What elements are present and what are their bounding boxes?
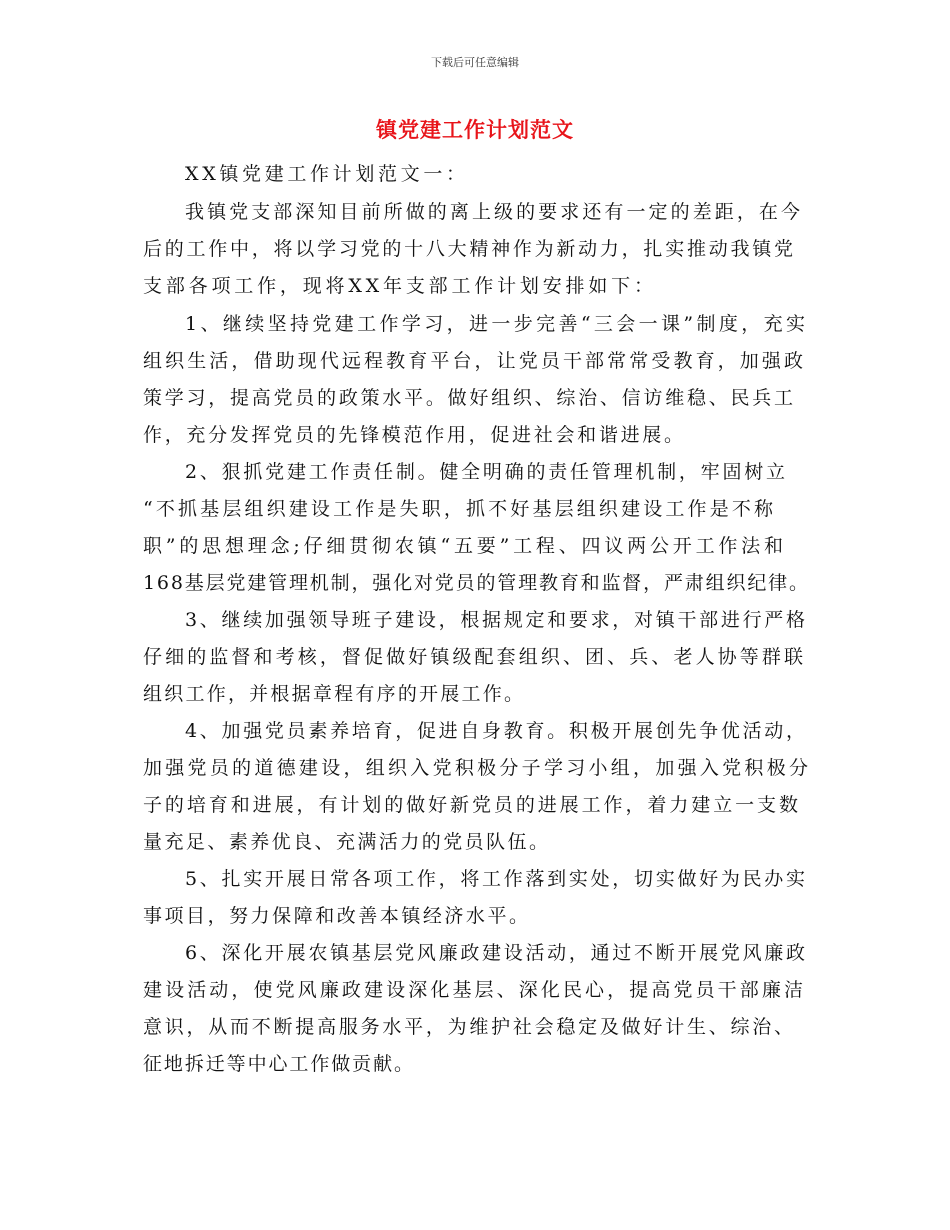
paragraph-heading: XX镇党建工作计划范文一： (185, 163, 469, 185)
paragraph-line: 意识，从而不断提高服务水平，为维护社会稳定及做好计生、综治、 (143, 1016, 796, 1038)
paragraph-line: 建设活动，使党风廉政建设深化基层、深化民心，提高党员干部廉洁 (143, 979, 807, 1001)
paragraph-line: 3、继续加强领导班子建设，根据规定和要求，对镇干部进行严格 (185, 609, 808, 631)
paragraph-line: 5、扎实开展日常各项工作，将工作落到实处，切实做好为民办实 (185, 868, 808, 890)
paragraph-line: 加强党员的道德建设，组织入党积极分子学习小组，加强入党积极分 (143, 757, 812, 779)
paragraph-line: 子的培育和进展，有计划的做好新党员的进展工作，着力建立一支数 (143, 794, 801, 816)
document-title: 镇党建工作计划范文 (376, 117, 574, 142)
paragraph-line: 组织生活，借助现代远程教育平台，让党员干部常常受教育，加强政 (143, 350, 807, 372)
paragraph-line: 2、狠抓党建工作责任制。健全明确的责任管理机制，牢固树立 (185, 461, 788, 483)
paragraph-line: 我镇党支部深知目前所做的离上级的要求还有一定的差距，在今 (185, 201, 804, 223)
paragraph-line: 征地拆迁等中心工作做贡献。 (143, 1053, 415, 1075)
paragraph-line: 仔细的监督和考核，督促做好镇级配套组织、团、兵、老人协等群联 (143, 646, 807, 668)
paragraph-line: 策学习，提高党员的政策水平。做好组织、综治、信访维稳、民兵工 (143, 387, 796, 409)
paragraph-line: 组织工作，并根据章程有序的开展工作。 (143, 683, 526, 705)
paragraph-line: 事项目，努力保障和改善本镇经济水平。 (143, 905, 531, 927)
paragraph-line: 职”的思想理念;仔细贯彻农镇“五要”工程、四议两公开工作法和 (143, 535, 787, 557)
paragraph-line: 168基层党建管理机制，强化对党员的管理教育和监督，严肃组织纪律。 (143, 572, 810, 594)
header-note: 下载后可任意编辑 (431, 56, 519, 69)
paragraph-line: 4、加强党员素养培育，促进自身教育。积极开展创先争优活动， (185, 720, 808, 742)
paragraph-line: 后的工作中，将以学习党的十八大精神作为新动力，扎实推动我镇党 (143, 238, 796, 260)
paragraph-line: 支部各项工作，现将XX年支部工作计划安排如下： (143, 275, 657, 297)
paragraph-line: 1、继续坚持党建工作学习，进一步完善“三会一课”制度，充实 (185, 313, 809, 335)
paragraph-line: 6、深化开展农镇基层党风廉政建设活动，通过不断开展党风廉政 (185, 942, 808, 964)
paragraph-line: “不抓基层组织建设工作是失职，抓不好基层组织建设工作是不称 (143, 498, 777, 520)
paragraph-line: 量充足、素养优良、充满活力的党员队伍。 (143, 831, 551, 853)
paragraph-line: 作，充分发挥党员的先锋模范作用，促进社会和谐进展。 (143, 424, 686, 446)
